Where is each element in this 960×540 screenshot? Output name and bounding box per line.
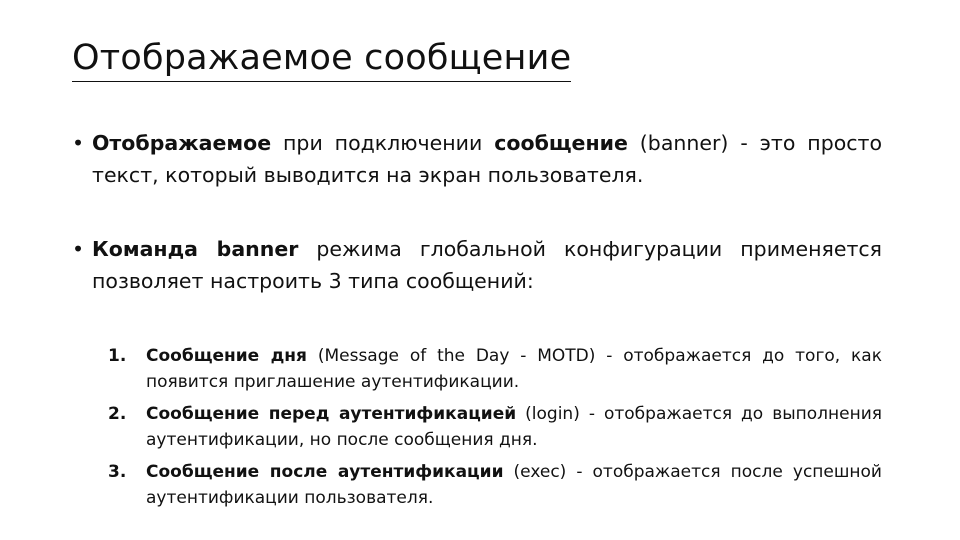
list-item-bold-text: Сообщение после аутентификации (146, 462, 504, 482)
bullet-bold-text: Команда banner (92, 237, 299, 261)
list-item-exec (108, 459, 882, 511)
bullet-item-banner-definition (72, 127, 882, 191)
list-number: 3. (108, 462, 127, 482)
list-item-text: (Message of the Day - MOTD) - отображается до того, как появится приглашение аутентификации. (146, 346, 882, 392)
list-number: 2. (108, 404, 127, 424)
list-item-text: (exec) - отображается после успешной аутентификации пользователя. (146, 462, 882, 508)
bullet-text: режима глобальной конфигурации применяется позволяет настроить 3 типа сообщений: (92, 237, 882, 293)
numbered-list (108, 343, 882, 517)
list-item-bold-text: Сообщение дня (146, 346, 307, 366)
slide-title: Отображаемое сообщение (72, 38, 571, 82)
list-item-login (108, 401, 882, 453)
list-number: 1. (108, 346, 127, 366)
bullet-marker: • (72, 237, 85, 261)
bullet-list (72, 127, 882, 297)
bullet-text: при подключении (271, 131, 495, 155)
bullet-bold-text: сообщение (494, 131, 628, 155)
bullet-text: (banner) - это просто текст, который выводится на экран пользователя. (92, 131, 883, 187)
list-item-motd (108, 343, 882, 395)
bullet-marker: • (72, 131, 85, 155)
list-item-bold-text: Сообщение перед аутентификацией (146, 404, 517, 424)
list-item-text: (login) - отображается до выполнения аутентификации, но после сообщения дня. (146, 404, 882, 450)
bullet-bold-text: Отображаемое (92, 131, 272, 155)
bullet-item-banner-command (72, 233, 882, 297)
